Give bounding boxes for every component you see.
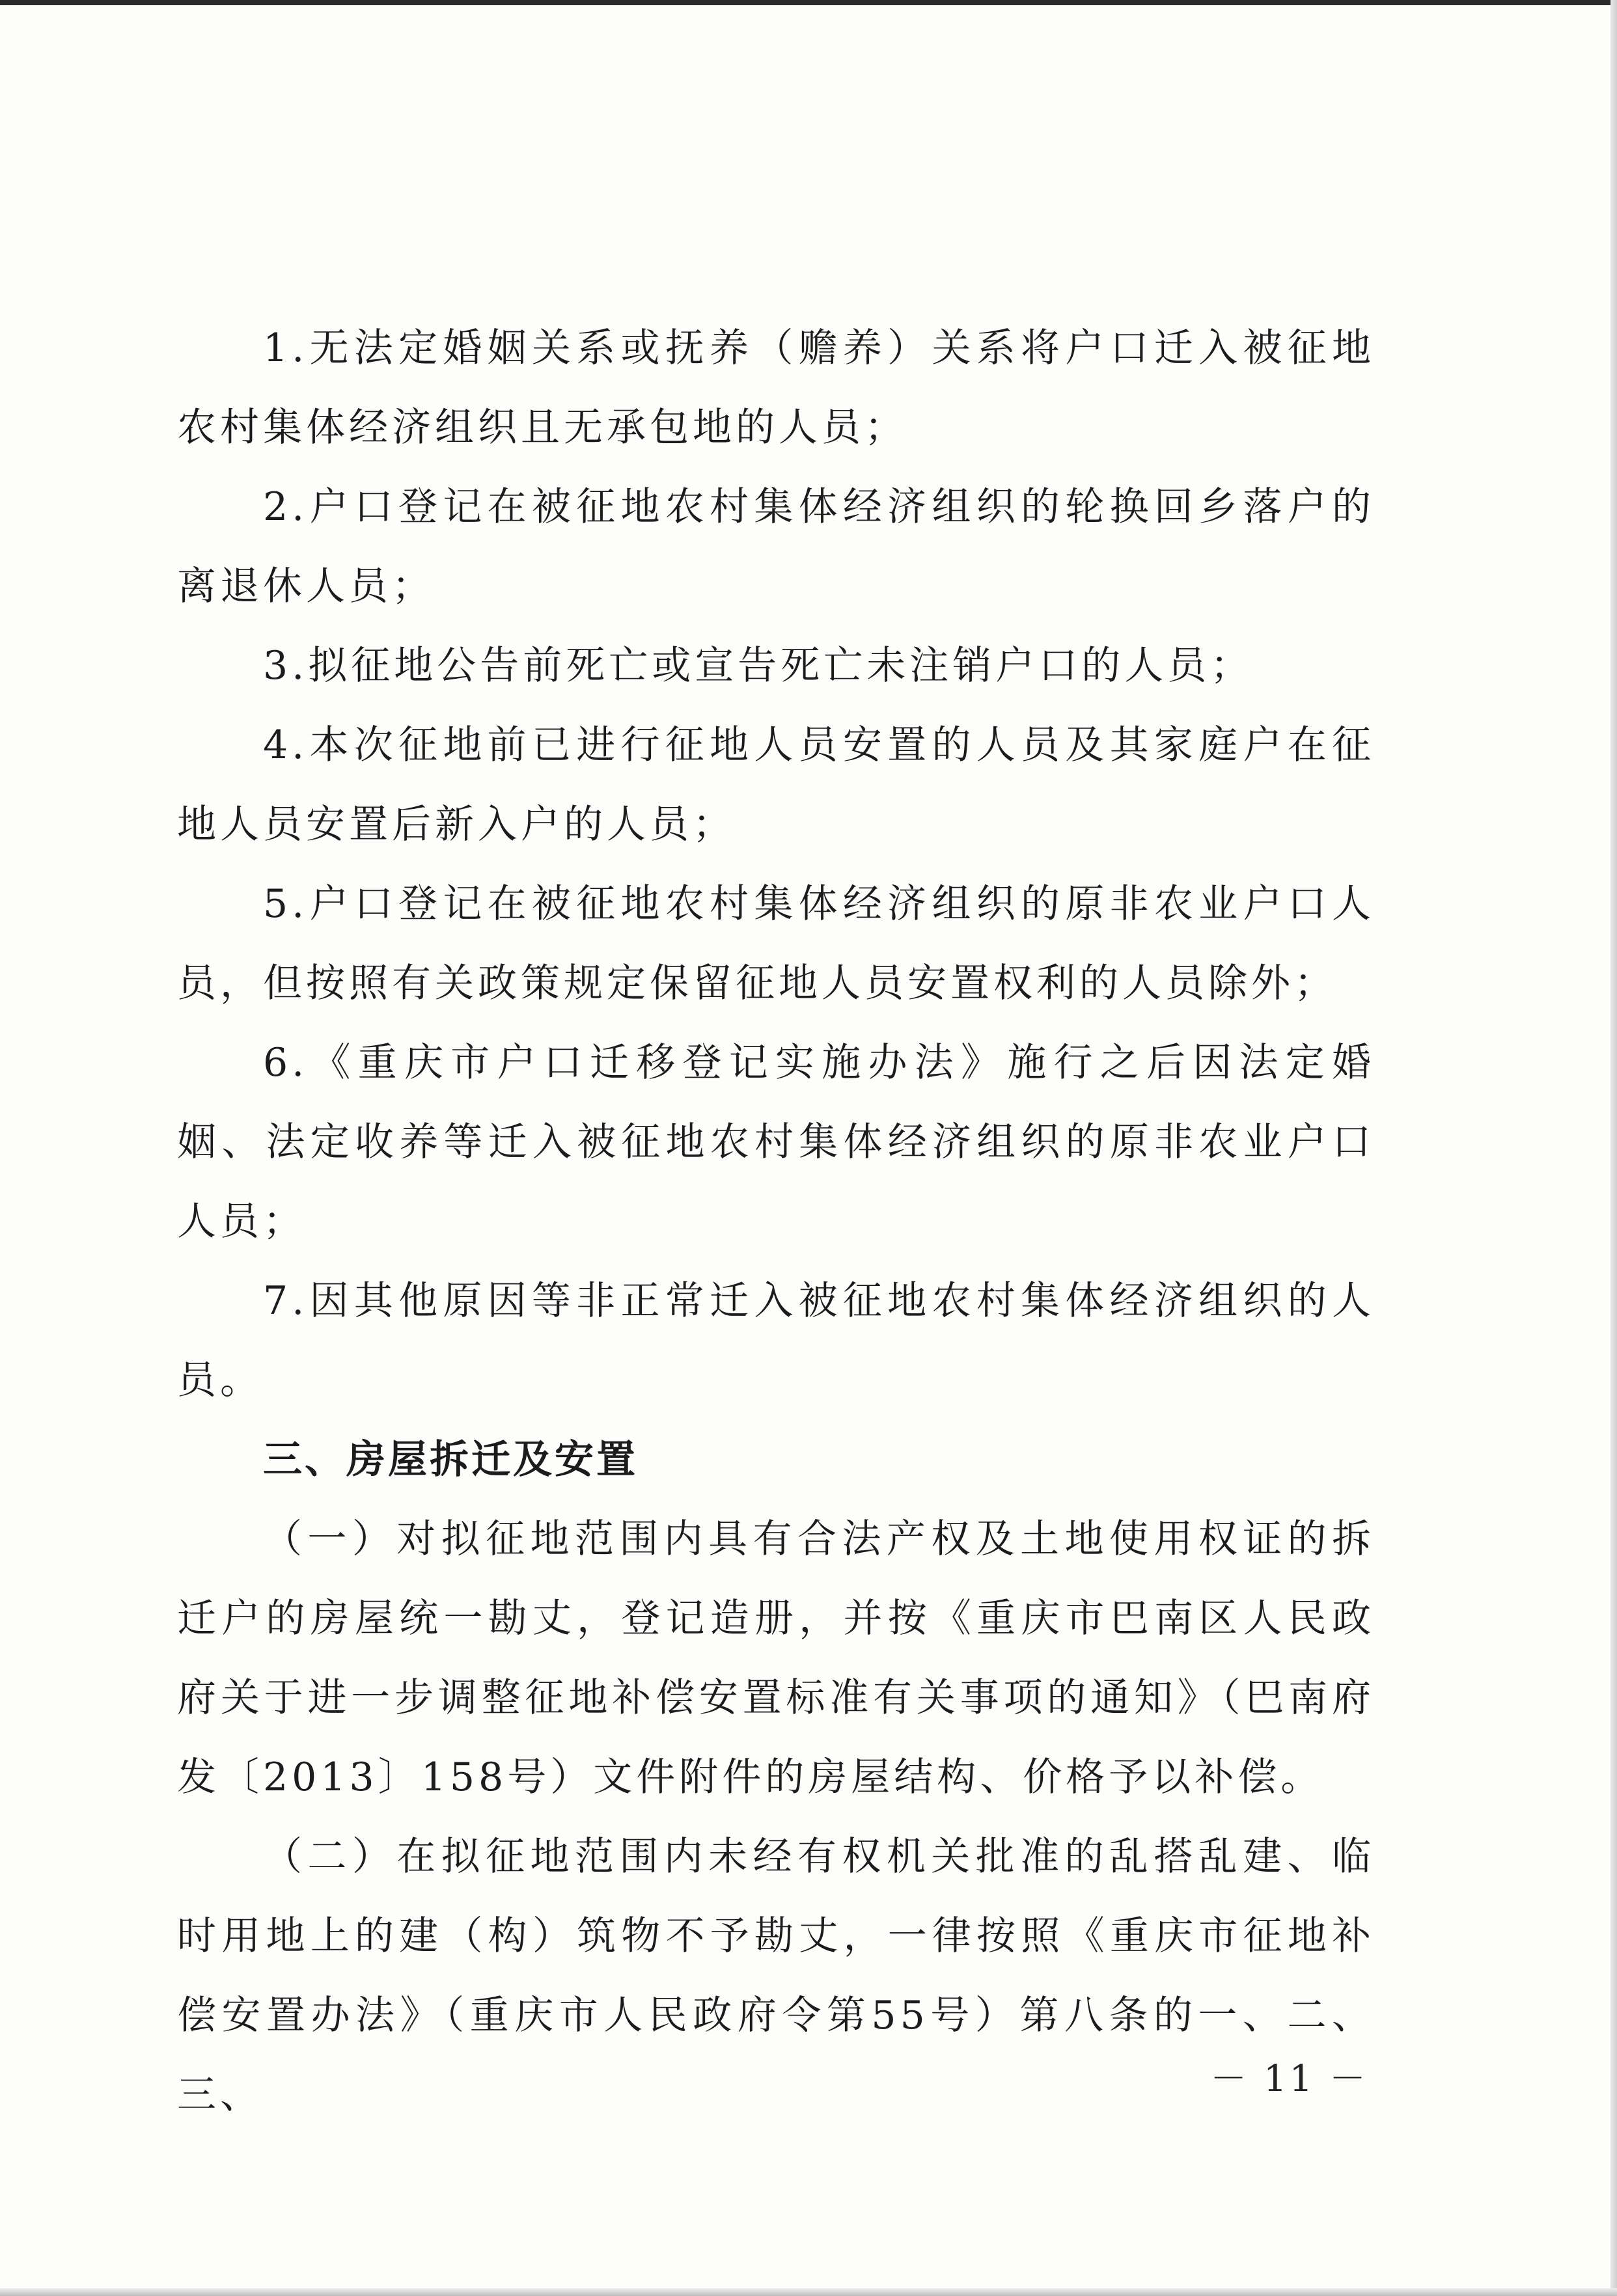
- section-heading: 三、房屋拆迁及安置: [263, 1437, 638, 1483]
- list-item-3: 3.拟征地公告前死亡或宣告死亡未注销户口的人员；: [263, 643, 1254, 689]
- list-item-1: 1.无法定婚姻关系或抚养（赡养）关系将户口迁入被征地农村集体经济组织且无承包地的人员；: [177, 325, 1375, 450]
- scan-border-right: [1610, 0, 1617, 2296]
- scan-border-bottom: [0, 2288, 1617, 2296]
- list-item-2: 2.户口登记在被征地农村集体经济组织的轮换回乡落户的离退休人员；: [177, 484, 1375, 609]
- section-paragraph-1: （一）对拟征地范围内具有合法产权及土地使用权证的拆迁户的房屋统一勘丈，登记造册，并按《重庆市巴南区人民政府关于进一步调整征地补偿安置标准有关事项的通知》（巴南府发〔2013〕158号）文件附件的房屋结构、价格予以补偿。: [177, 1516, 1375, 1800]
- document-body: [177, 308, 1375, 2135]
- list-item-4: 4.本次征地前已进行征地人员安置的人员及其家庭户在征地人员安置后新入户的人员；: [177, 722, 1375, 847]
- section-paragraph-2: （二）在拟征地范围内未经有权机关批准的乱搭乱建、临时用地上的建（构）筑物不予勘丈，一律按照《重庆市征地补偿安置办法》（重庆市人民政府令第55号）第八条的一、二、三、: [177, 1834, 1375, 2118]
- scan-border-top: [0, 0, 1617, 5]
- list-item-7: 7.因其他原因等非正常迁入被征地农村集体经济组织的人员。: [177, 1278, 1375, 1403]
- page-number: － 11 －: [1210, 2058, 1368, 2100]
- list-item-5: 5.户口登记在被征地农村集体经济组织的原非农业户口人员，但按照有关政策规定保留征地人员安置权利的人员除外；: [177, 881, 1375, 1006]
- list-item-6: 6.《重庆市户口迁移登记实施办法》施行之后因法定婚姻、法定收养等迁入被征地农村集体经济组织的原非农业户口人员；: [177, 1040, 1375, 1244]
